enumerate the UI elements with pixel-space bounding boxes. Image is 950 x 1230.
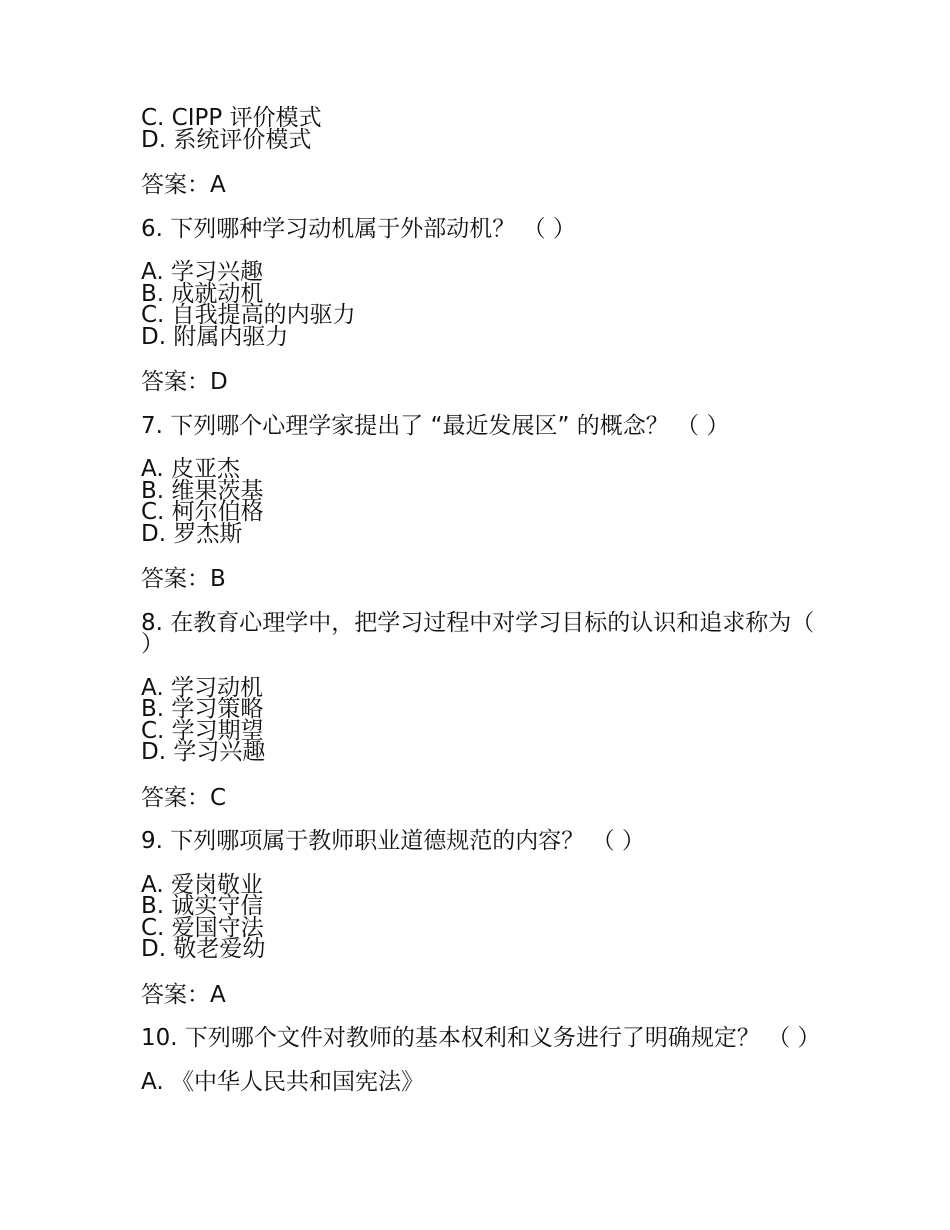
option: D. 学习兴趣 [141, 739, 266, 765]
question-10: 10. 下列哪个文件对教师的基本权利和义务进行了明确规定？ （ ） [141, 1025, 821, 1051]
option: C. 爱国守法 [141, 914, 264, 941]
option: A. 皮亚杰 [141, 456, 240, 482]
option: B. 学习策略 [141, 696, 264, 722]
option: D. 系统评价模式 [141, 126, 312, 153]
option: C. CIPP 评价模式 [141, 105, 322, 131]
option: A. 学习动机 [141, 674, 263, 701]
question-9: 9. 下列哪项属于教师职业道德规范的内容？ （ ） [141, 828, 645, 854]
document-content [141, 105, 821, 1095]
option: A. 学习兴趣 [141, 259, 263, 285]
option: C. 学习期望 [141, 717, 264, 744]
option: D. 敬老爱幼 [141, 936, 266, 962]
answer: 答案：B [141, 566, 226, 592]
option: A. 爱岗敬业 [141, 871, 263, 898]
question-6-options [141, 259, 821, 350]
option: B. 成就动机 [141, 280, 264, 307]
option: A. 《中华人民共和国宪法》 [141, 1068, 424, 1095]
question-10-options [141, 1068, 821, 1095]
option: C. 自我提高的内驱力 [141, 302, 356, 328]
question-8-options [141, 674, 821, 765]
answer: 答案：A [141, 172, 226, 198]
answer: 答案：C [141, 784, 227, 811]
option: B. 维果茨基 [141, 477, 264, 504]
option: B. 诚实守信 [141, 893, 264, 919]
option: D. 附属内驱力 [141, 323, 289, 350]
question-7: 7. 下列哪个心理学家提出了 “最近发展区” 的概念？ （ ） [141, 412, 730, 439]
answer: 答案：D [141, 369, 228, 395]
question-8: 8. 在教育心理学中，把学习过程中对学习目标的认识和追求称为（ ） [141, 609, 815, 657]
leading-options [141, 105, 821, 153]
question-7-options [141, 456, 821, 547]
answer: 答案：A [141, 981, 226, 1008]
option: C. 柯尔伯格 [141, 499, 264, 525]
option: D. 罗杰斯 [141, 520, 243, 547]
question-6: 6. 下列哪种学习动机属于外部动机？ （ ） [141, 215, 576, 242]
question-9-options [141, 871, 821, 962]
